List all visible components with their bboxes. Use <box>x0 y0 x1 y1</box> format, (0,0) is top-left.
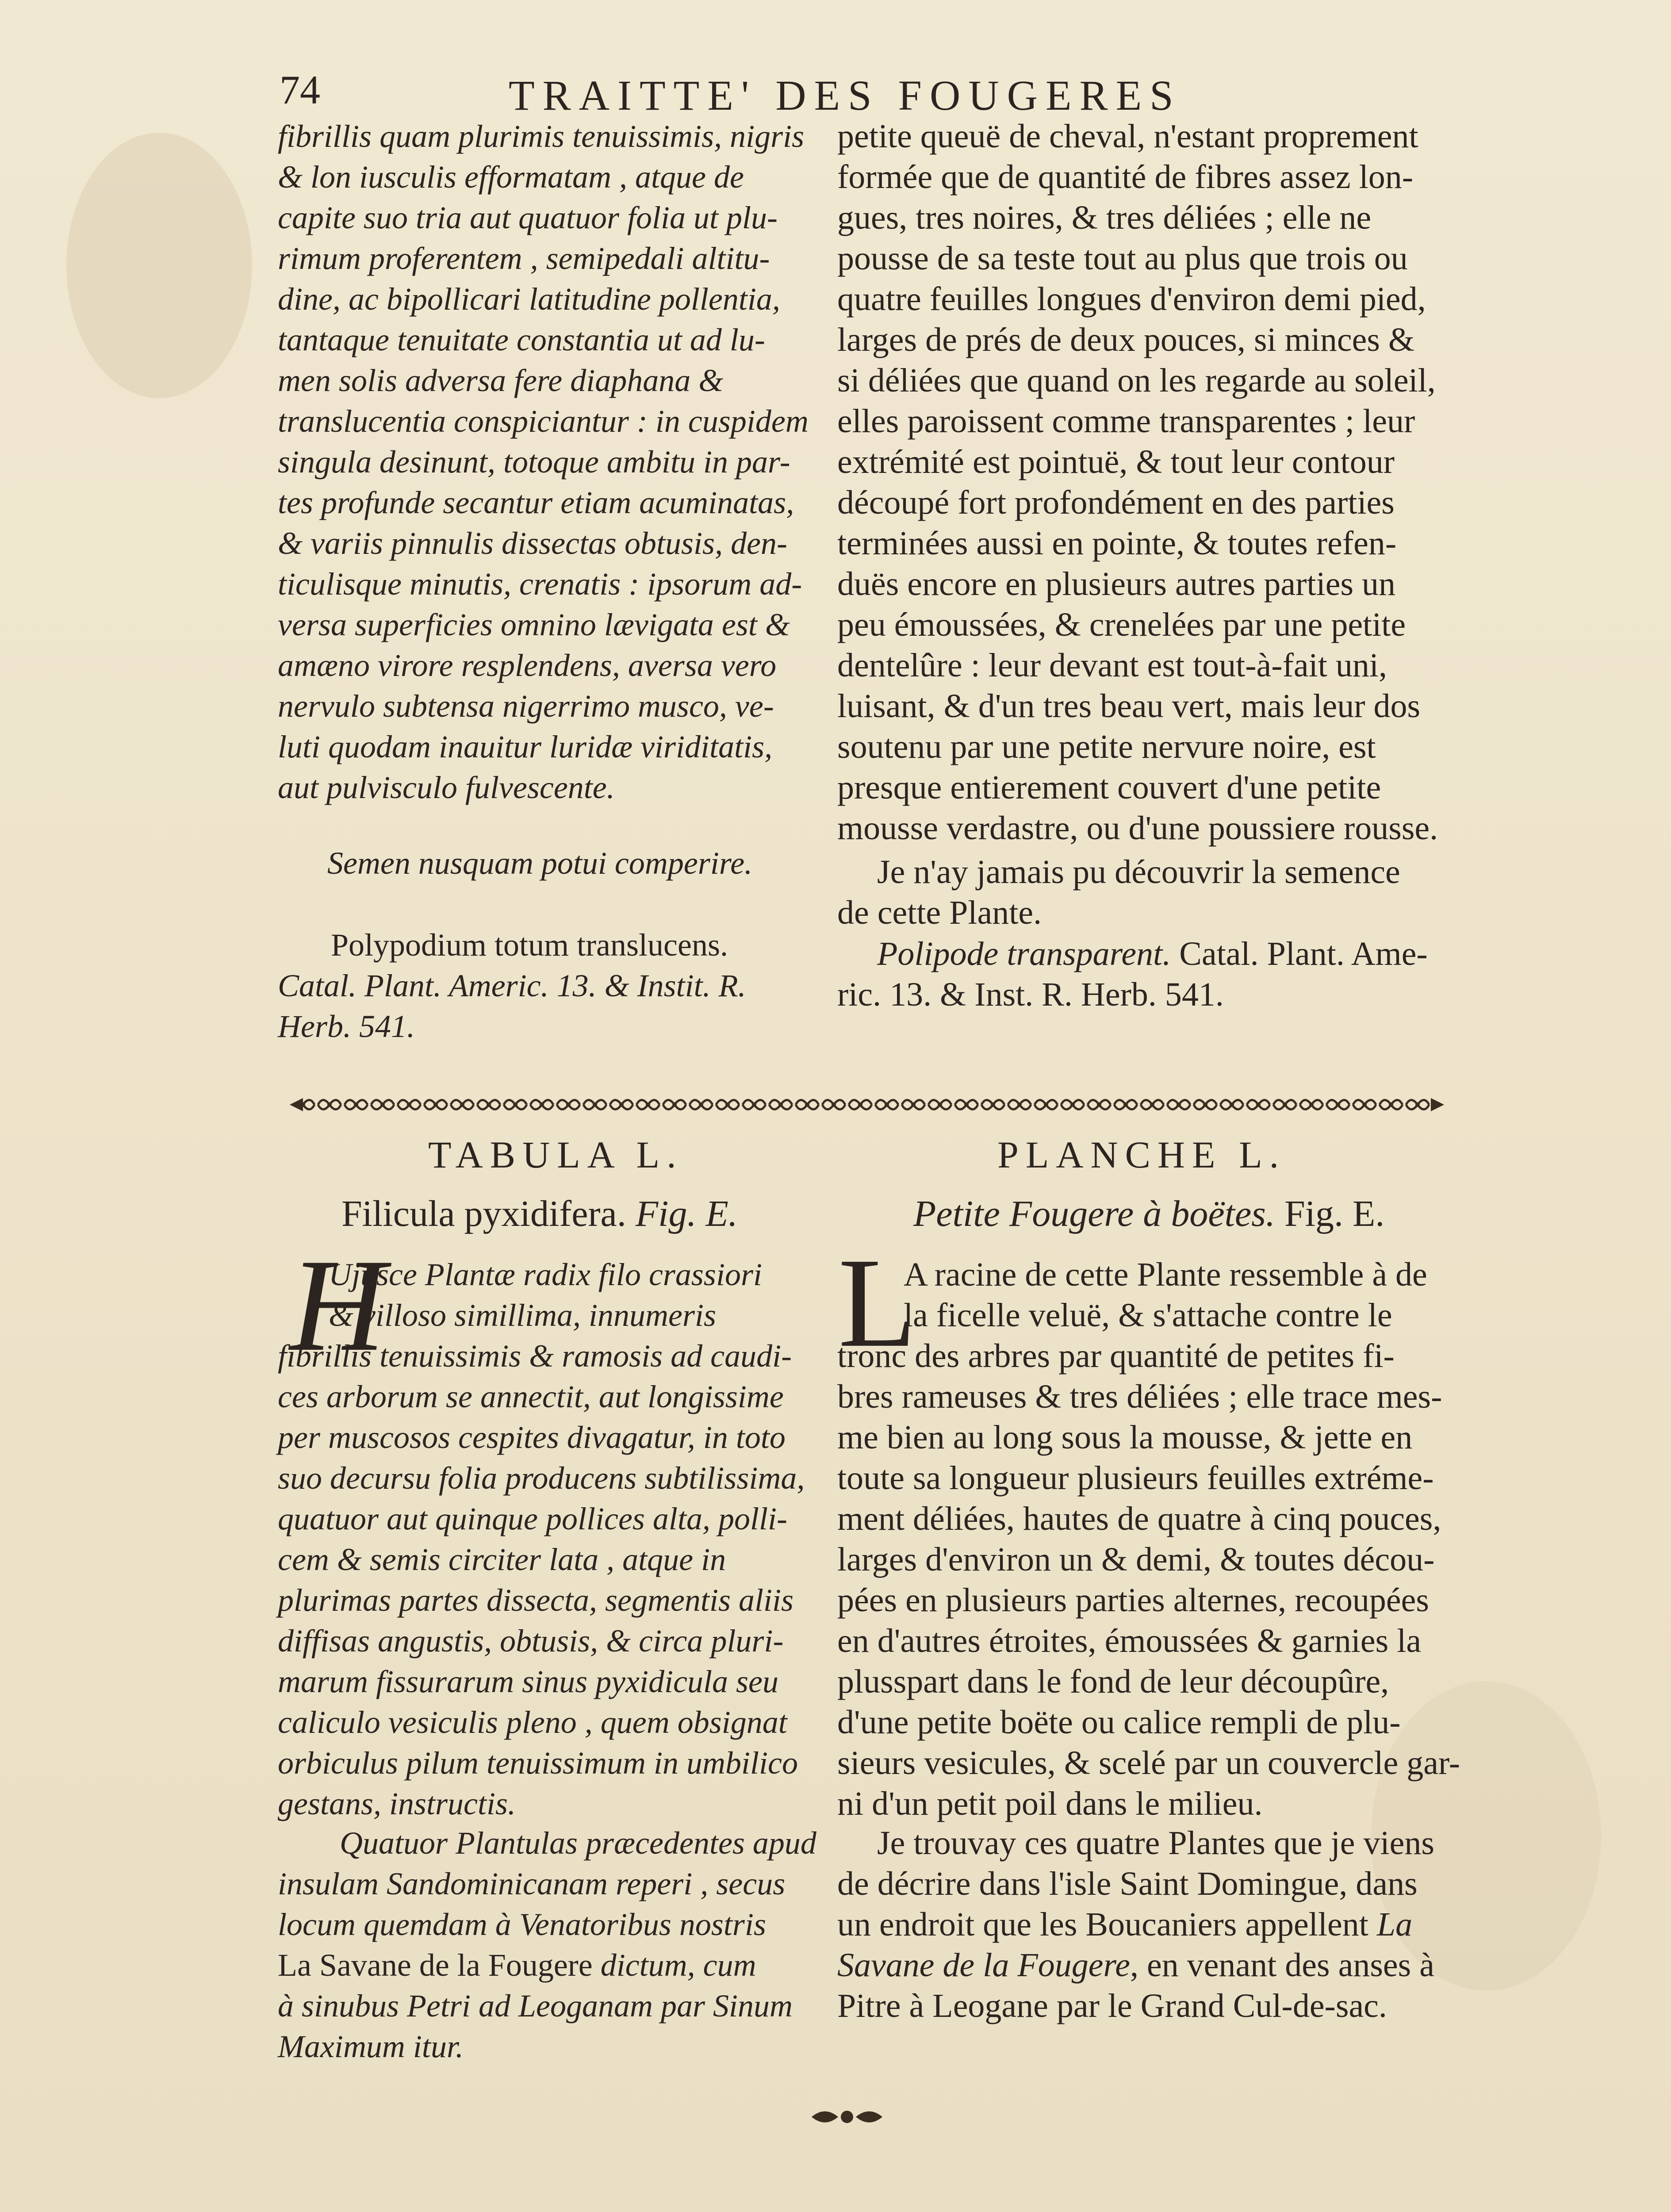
french-text-line: gues, tres noires, & tres déliées ; elle ne <box>837 199 1372 236</box>
french-semence-line: de cette Plante. <box>837 894 1042 931</box>
latin-text-line: gestans, instructis. <box>278 1786 516 1821</box>
french-text-line: duës encore en plusieurs autres parties un <box>837 565 1396 603</box>
latin-text-line: capite suo tria aut quatuor folia ut plu- <box>278 200 778 235</box>
running-title <box>509 71 1261 120</box>
latin-text-line: & villoso simillima, innumeris <box>329 1298 717 1333</box>
latin-reference-line: Catal. Plant. Americ. 13. & Instit. R. <box>278 968 746 1003</box>
french-text-line: d'une petite boëte ou calice rempli de plu- <box>837 1704 1401 1741</box>
french-text-line: larges de prés de deux pouces, si minces & <box>837 321 1415 358</box>
french-text-line: découpé fort profondément en des parties <box>837 484 1395 521</box>
french-text-line: plusspart dans le fond de leur découpûre, <box>837 1663 1389 1700</box>
latin-place-name: La Savane de la Fougere <box>278 1947 593 1983</box>
french-plate-description <box>837 1254 1465 1824</box>
french-location-line: , en venant des anses à <box>1130 1947 1434 1984</box>
latin-text-line: diffisas angustis, obtusis, & circa pluri- <box>278 1623 784 1659</box>
latin-text-line: fibrillis tenuissimis & ramosis ad caudi- <box>278 1338 792 1374</box>
french-text-line: bres rameuses & tres déliées ; elle trace mes- <box>837 1378 1442 1415</box>
end-fleuron <box>807 2104 887 2130</box>
french-text-line: pées en plusieurs parties alternes, recoupées <box>837 1582 1429 1619</box>
french-text-line: petite queuë de cheval, n'estant proprement <box>837 118 1418 155</box>
french-text-line: si déliées que quand on les regarde au soleil, <box>837 362 1436 399</box>
latin-location-line: insulam Sandominicanam reperi , secus <box>278 1866 786 1901</box>
latin-text-line: per muscosos cespites divagatur, in toto <box>278 1420 786 1455</box>
french-location-line: Je trouvay ces quatre Plantes que je viens <box>877 1824 1434 1862</box>
latin-reference <box>278 925 813 1047</box>
latin-description-block <box>278 116 813 808</box>
french-location-line: de décrire dans l'isle Saint Domingue, dans <box>837 1865 1418 1902</box>
french-text-line: ni d'un petit poil dans le milieu. <box>837 1785 1263 1822</box>
french-text-line: mousse verdastre, ou d'une poussiere rousse. <box>837 810 1438 847</box>
latin-text-line: translucentia conspiciantur : in cuspidem <box>278 403 809 439</box>
french-location-line: un endroit que les Boucaniers appellent <box>837 1906 1377 1943</box>
latin-location-line: dictum, cum <box>592 1947 756 1983</box>
latin-location-line: locum quemdam à Venatoribus nostris <box>278 1907 766 1942</box>
french-text-line: soutenu par une petite nervure noire, est <box>837 728 1376 765</box>
latin-plate-description <box>278 1232 813 1824</box>
french-text-line: peu émoussées, & crenelées par une petite <box>837 606 1406 643</box>
latin-drop-cap: H <box>290 1232 386 1379</box>
french-figure-ref: Fig. E. <box>1275 1193 1385 1234</box>
latin-text-line: dine, ac bipollicari latitudine pollentia, <box>278 281 780 317</box>
french-description-block <box>837 116 1465 849</box>
french-text-line: luisant, & d'un tres beau vert, mais leur dos <box>837 687 1421 725</box>
paper-stain <box>66 133 252 398</box>
latin-text-line: marum fissurarum sinus pyxidicula seu <box>278 1664 778 1699</box>
french-reference-line: ric. 13. & Inst. R. Herb. 541. <box>837 976 1224 1013</box>
latin-plant-name: Filicula pyxidifera. <box>341 1193 626 1234</box>
latin-location-line: Quatuor Plantulas præcedentes apud <box>340 1825 816 1861</box>
latin-location-line: à sinubus Petri ad Leoganam par Sinum <box>278 1988 793 2024</box>
ornamental-divider <box>290 1093 1444 1117</box>
latin-semen-note: Semen nusquam potui comperire. <box>327 845 753 881</box>
french-text-line: elles paroissent comme transparentes ; leur <box>837 403 1415 440</box>
latin-location-line: Maximum itur. <box>278 2029 464 2064</box>
french-place-name: Savane de la Fougere <box>837 1947 1130 1984</box>
latin-text-line: caliculo vesiculis pleno , quem obsignat <box>278 1705 787 1740</box>
french-drop-cap: L <box>838 1232 917 1374</box>
french-text-line: toute sa longueur plusieurs feuilles extréme- <box>837 1459 1434 1497</box>
latin-reference-line: Herb. 541. <box>278 1009 415 1044</box>
french-text-line: tronc des arbres par quantité de petites fi- <box>837 1337 1395 1375</box>
latin-text-line: & lon iusculis efformatam , atque de <box>278 159 744 195</box>
french-text-line: sieurs vesicules, & scelé par un couvercle gar- <box>837 1744 1460 1782</box>
french-reference <box>837 933 1465 1015</box>
french-plate-heading: PLANCHE L. <box>997 1133 1286 1176</box>
french-plate-subtitle <box>913 1192 1384 1235</box>
latin-text-line: rimum proferentem , semipedali altitu- <box>278 241 770 276</box>
latin-text-line: suo decursu folia producens subtilissima, <box>278 1460 805 1496</box>
french-text-line: quatre feuilles longues d'environ demi pied, <box>837 280 1426 318</box>
french-text-line: presque entierement couvert d'une petite <box>837 769 1381 806</box>
latin-reference-line: Polypodium totum translucens. <box>331 927 728 963</box>
latin-plate-heading: TABULA L. <box>428 1133 683 1176</box>
latin-plate-subtitle <box>341 1192 738 1235</box>
latin-text-line: men solis adversa fere diaphana & <box>278 363 724 398</box>
french-text-line: pousse de sa teste tout au plus que trois ou <box>837 240 1408 277</box>
latin-text-line: Ujusce Plantæ radix filo crassiori <box>329 1257 762 1292</box>
french-semence-line: Je n'ay jamais pu découvrir la semence <box>877 853 1400 891</box>
french-text-line: A racine de cette Plante ressemble à de <box>904 1256 1427 1293</box>
french-text-line: formée que de quantité de fibres assez lon- <box>837 158 1414 196</box>
french-semence-note <box>837 852 1465 933</box>
latin-text-line: versa superficies omnino lævigata est & <box>278 607 790 642</box>
latin-text-line: cem & semis circiter lata , atque in <box>278 1542 726 1577</box>
page-number: 74 <box>280 67 320 112</box>
latin-text-line: tantaque tenuitate constantia ut ad lu- <box>278 322 765 357</box>
french-location-line: Pitre à Leogane par le Grand Cul-de-sac. <box>837 1987 1387 2024</box>
french-text-line: en d'autres étroites, émoussées & garnies la <box>837 1622 1422 1659</box>
latin-text-line: singula desinunt, totoque ambitu in par- <box>278 444 790 480</box>
french-location-paragraph <box>837 1823 1465 2026</box>
latin-text-line: fibrillis quam plurimis tenuissimis, nigris <box>278 119 805 154</box>
latin-text-line: tes profunde secantur etiam acuminatas, <box>278 485 794 520</box>
latin-text-line: amæno virore resplendens, aversa vero <box>278 648 777 683</box>
french-place-name-start: La <box>1376 1906 1413 1943</box>
french-text-line: ment déliées, hautes de quatre à cinq pouces, <box>837 1500 1441 1537</box>
latin-text-line: & variis pinnulis dissectas obtusis, den- <box>278 526 787 561</box>
french-text-line: la ficelle veluë, & s'attache contre le <box>904 1297 1392 1334</box>
french-reference-name: Polipode transparent. <box>877 935 1171 972</box>
french-text-line: terminées aussi en pointe, & toutes refen- <box>837 525 1397 562</box>
french-text-line: me bien au long sous la mousse, & jette en <box>837 1419 1413 1456</box>
running-title-text: TRAITTE' DES FOUGERES <box>509 72 1181 119</box>
french-text-line: dentelûre : leur devant est tout-à-fait uni, <box>837 647 1387 684</box>
latin-text-line: nervulo subtensa nigerrimo musco, ve- <box>278 688 774 724</box>
latin-text-line: ces arborum se annectit, aut longissime <box>278 1379 784 1414</box>
french-text-line: extrémité est pointuë, & tout leur contour <box>837 443 1395 480</box>
latin-text-line: plurimas partes dissecta, segmentis aliis <box>278 1582 793 1618</box>
latin-text-line: ticulisque minutis, crenatis : ipsorum ad- <box>278 566 802 602</box>
latin-text-line: orbiculus pilum tenuissimum in umbilico <box>278 1745 798 1781</box>
latin-text-line: luti quodam inauitur luridæ viriditatis, <box>278 729 773 764</box>
latin-figure-ref: Fig. E. <box>635 1193 738 1234</box>
french-text-line: larges d'environ un & demi, & toutes décou- <box>837 1541 1435 1578</box>
french-plant-name: Petite Fougere à boëtes. <box>913 1193 1275 1234</box>
french-reference-catalog: Catal. Plant. Ame- <box>1171 935 1428 972</box>
latin-text-line: quatuor aut quinque pollices alta, polli- <box>278 1501 787 1536</box>
latin-text-line: aut pulvisculo fulvescente. <box>278 770 615 805</box>
latin-location-paragraph <box>278 1823 816 2067</box>
